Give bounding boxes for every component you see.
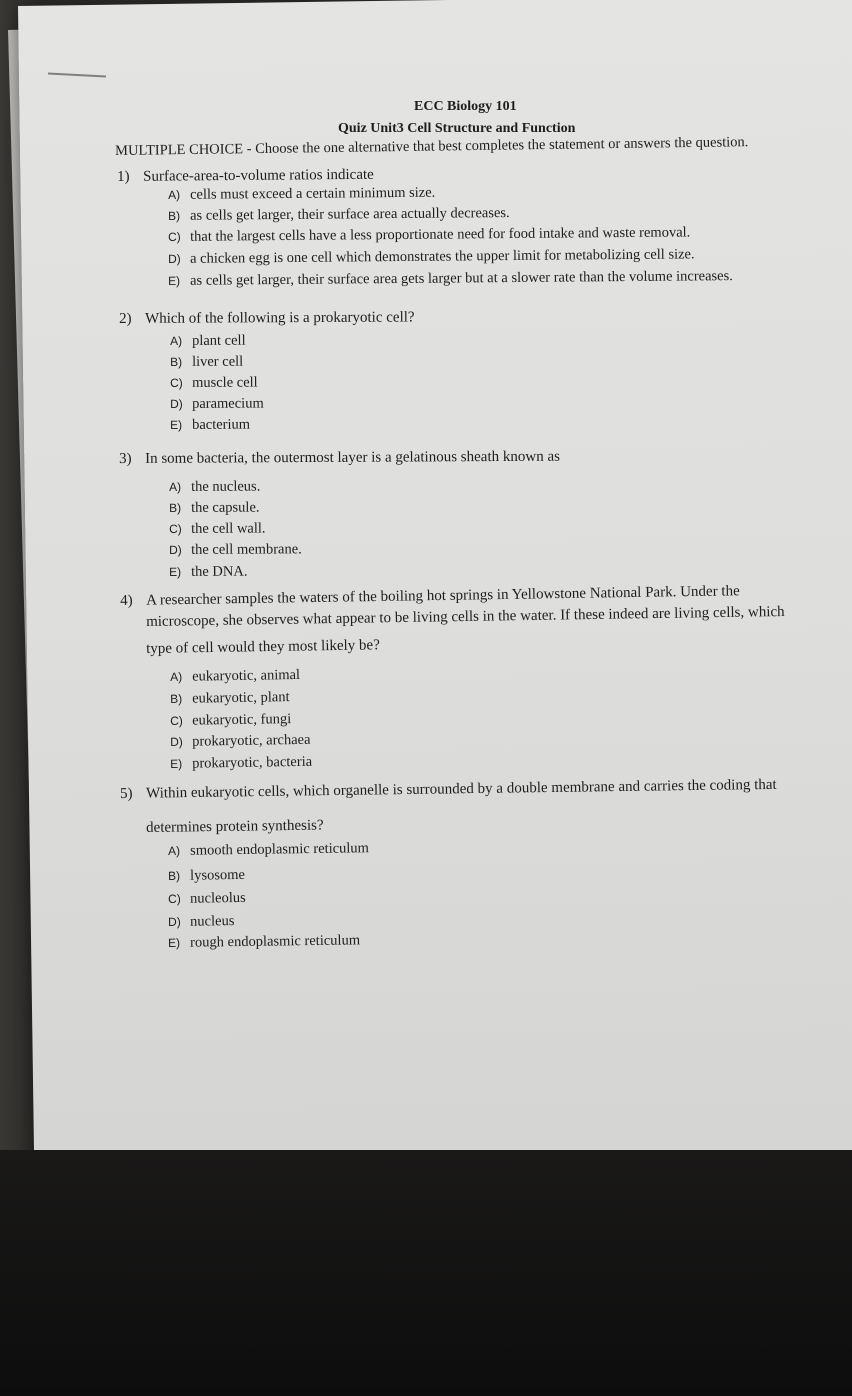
option-text: cells must exceed a certain minimum size.	[190, 184, 436, 203]
option-letter: D)	[169, 542, 182, 557]
option-letter: A)	[170, 333, 183, 348]
option-text: a chicken egg is one cell which demonstrates the upper limit for metabolizing cell size.	[190, 246, 695, 267]
option-text: muscle cell	[192, 374, 258, 391]
question-1-option-d	[168, 245, 695, 268]
option-letter: C)	[168, 229, 181, 244]
option-letter: D)	[170, 396, 183, 411]
question-number: 4)	[120, 592, 133, 609]
question-4-stem-continued	[146, 636, 380, 658]
question-2-option-c	[170, 374, 258, 392]
question-text: type of cell would they most likely be?	[146, 637, 380, 657]
question-text: Which of the following is a prokaryotic cell?	[145, 309, 415, 327]
question-1-option-b	[168, 204, 510, 225]
option-letter: C)	[170, 375, 183, 390]
course-title: ECC Biology 101	[414, 99, 517, 114]
option-letter: C)	[169, 521, 182, 536]
question-5-option-b	[168, 866, 245, 885]
question-1-stem	[117, 166, 374, 186]
instructions: MULTIPLE CHOICE - Choose the one alternative that best completes the statement or answers the question.	[115, 134, 749, 159]
question-3-option-a	[169, 478, 260, 496]
quiz-title: Quiz Unit3 Cell Structure and Function	[338, 121, 576, 136]
option-text: bacterium	[192, 416, 251, 433]
question-4-option-c	[170, 710, 291, 730]
option-letter: B)	[168, 208, 181, 223]
option-letter: E)	[170, 756, 183, 771]
option-text: nucleus	[190, 913, 235, 930]
question-number: 1)	[117, 168, 130, 185]
option-letter: C)	[170, 713, 183, 728]
option-text: eukaryotic, plant	[192, 689, 290, 707]
option-text: as cells get larger, their surface area actually decreases.	[190, 205, 510, 224]
question-number: 2)	[119, 310, 132, 327]
question-1-option-c	[168, 223, 690, 246]
option-letter: E)	[168, 273, 181, 288]
question-4-option-a	[170, 666, 300, 686]
option-text: nucleolus	[190, 889, 246, 907]
question-1-option-e	[168, 267, 733, 290]
question-text: A researcher samples the waters of the boiling hot springs in Yellowstone National Park. Under the	[146, 583, 740, 609]
option-letter: A)	[169, 479, 182, 494]
question-5-option-a	[168, 839, 369, 860]
question-text: Surface-area-to-volume ratios indicate	[143, 166, 374, 185]
question-5-option-e	[168, 931, 360, 952]
option-text: the cell membrane.	[191, 541, 302, 558]
option-letter: C)	[168, 891, 181, 906]
option-text: the cell wall.	[191, 520, 266, 537]
question-5-option-d	[168, 912, 235, 931]
question-2-option-e	[170, 416, 250, 434]
option-text: eukaryotic, fungi	[192, 711, 292, 729]
question-2-option-d	[170, 395, 264, 413]
option-letter: A)	[168, 187, 181, 202]
option-text: prokaryotic, bacteria	[192, 753, 313, 772]
question-5-stem	[120, 776, 777, 803]
question-2-option-b	[170, 353, 243, 371]
option-letter: B)	[170, 354, 183, 369]
question-5-stem-continued	[146, 817, 324, 837]
option-letter: B)	[170, 691, 183, 706]
option-text: the nucleus.	[191, 478, 261, 495]
option-letter: D)	[170, 734, 183, 749]
question-text: Within eukaryotic cells, which organelle is surrounded by a double membrane and carries the coding that	[146, 776, 777, 802]
option-text: plant cell	[192, 332, 246, 349]
option-letter: A)	[170, 669, 183, 684]
question-4-option-b	[170, 688, 290, 708]
option-letter: D)	[168, 914, 181, 929]
question-text: microscope, she observes what appear to be living cells in the water. If these indeed are living cells, which	[146, 603, 785, 630]
option-text: the DNA.	[191, 563, 248, 580]
option-letter: D)	[168, 251, 181, 266]
option-letter: E)	[170, 417, 183, 432]
question-3-option-b	[169, 499, 260, 517]
option-text: liver cell	[192, 353, 244, 370]
option-letter: B)	[168, 868, 181, 883]
option-text: lysosome	[190, 866, 246, 884]
option-text: rough endoplasmic reticulum	[190, 932, 361, 951]
option-text: as cells get larger, their surface area gets larger but at a slower rate than the volume increases.	[190, 268, 733, 289]
option-text: the capsule.	[191, 499, 260, 516]
question-2-option-a	[170, 332, 246, 350]
question-text: In some bacteria, the outermost layer is a gelatinous sheath known as	[145, 448, 560, 467]
question-4-option-e	[170, 753, 312, 773]
option-text: smooth endoplasmic reticulum	[190, 840, 370, 859]
question-3-option-e	[169, 563, 247, 581]
option-text: that the largest cells have a less proportionate need for food intake and waste removal.	[190, 224, 691, 245]
option-letter: E)	[169, 564, 182, 579]
question-number: 3)	[119, 450, 132, 467]
option-letter: E)	[168, 935, 181, 950]
question-number: 5)	[120, 785, 133, 802]
question-1-option-a	[168, 184, 435, 204]
option-letter: A)	[168, 843, 181, 858]
question-2-stem	[119, 308, 415, 328]
question-3-option-d	[169, 540, 302, 559]
question-3-option-c	[169, 519, 266, 538]
question-5-option-c	[168, 889, 246, 908]
option-text: paramecium	[192, 395, 264, 412]
question-3-stem	[119, 448, 560, 468]
option-letter: B)	[169, 500, 182, 515]
option-text: prokaryotic, archaea	[192, 731, 311, 750]
question-text: determines protein synthesis?	[146, 817, 324, 836]
option-text: eukaryotic, animal	[192, 666, 301, 685]
question-4-option-d	[170, 731, 311, 751]
